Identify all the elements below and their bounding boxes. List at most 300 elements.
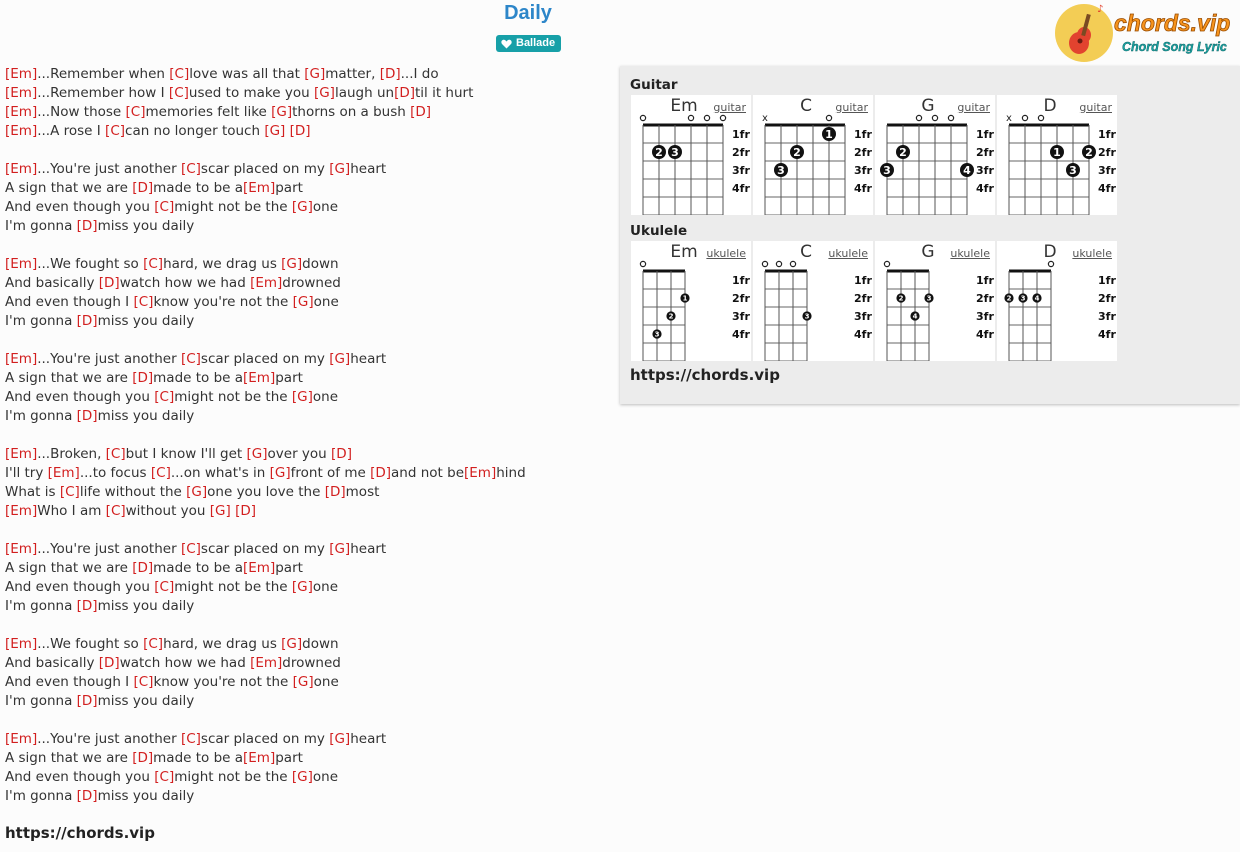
lyric-text: ...You're just another bbox=[37, 731, 181, 747]
lyric-text: used to make you bbox=[188, 85, 314, 101]
lyric-text: made to be a bbox=[153, 180, 244, 196]
lyric-line bbox=[5, 692, 605, 711]
ukulele-link[interactable]: ukulele bbox=[1072, 247, 1112, 260]
chord-link[interactable]: [Em] bbox=[5, 161, 38, 177]
chord-link[interactable]: [G] bbox=[281, 636, 303, 652]
chord-link[interactable]: [G] bbox=[313, 85, 335, 101]
lyric-text: And even though I bbox=[5, 674, 134, 690]
finger-number: 2 bbox=[668, 312, 674, 321]
chord-link[interactable]: [C] bbox=[133, 294, 154, 310]
lyric-text: might not be the bbox=[174, 389, 292, 405]
fret-label: 3fr bbox=[976, 164, 994, 177]
chord-link[interactable]: [G] bbox=[246, 446, 268, 462]
chord-diagram bbox=[997, 95, 1117, 215]
chord-link[interactable]: [G] bbox=[329, 541, 351, 557]
lyric-line bbox=[5, 293, 605, 312]
chord-link[interactable]: [C] bbox=[105, 123, 126, 139]
open-string-marker bbox=[884, 261, 889, 266]
fret-label: 1fr bbox=[732, 128, 750, 141]
finger-number: 3 bbox=[1020, 294, 1026, 303]
lyric-text: part bbox=[275, 370, 303, 386]
fret-label: 3fr bbox=[976, 310, 994, 323]
guitar-chord-row bbox=[631, 95, 1117, 215]
ukulele-section-title: Ukulele bbox=[630, 223, 688, 239]
lyric-text: And even though I bbox=[5, 294, 134, 310]
fret-label: 2fr bbox=[854, 146, 872, 159]
ukulele-link[interactable]: ukulele bbox=[950, 247, 990, 260]
lyric-blank-line bbox=[5, 426, 605, 445]
open-string-marker bbox=[776, 261, 781, 266]
nut bbox=[643, 270, 685, 273]
lyric-line bbox=[5, 540, 605, 559]
chord-link[interactable]: [Em] bbox=[5, 503, 38, 519]
lyric-line bbox=[5, 122, 605, 141]
lyric-line bbox=[5, 559, 605, 578]
lyric-text: one bbox=[312, 389, 338, 405]
lyric-text: ...Remember when bbox=[37, 66, 170, 82]
lyric-text: watch how we had bbox=[119, 655, 251, 671]
logo-subtitle: Chord Song Lyric bbox=[1122, 40, 1227, 54]
fret-label: 2fr bbox=[976, 292, 994, 305]
fret-label: 4fr bbox=[976, 182, 994, 195]
lyric-text: made to be a bbox=[153, 560, 244, 576]
chord-link[interactable]: [C] bbox=[150, 465, 171, 481]
lyric-line bbox=[5, 749, 605, 768]
chord-link[interactable]: [D] bbox=[132, 370, 154, 386]
lyric-text: miss you daily bbox=[97, 693, 195, 709]
lyric-text: most bbox=[345, 484, 380, 500]
chord-link[interactable]: [Em] bbox=[5, 351, 38, 367]
lyric-text: down bbox=[302, 636, 339, 652]
lyric-text: ...Now those bbox=[37, 104, 126, 120]
chord-link[interactable]: [C] bbox=[154, 769, 175, 785]
chord-link[interactable]: [Em] bbox=[5, 85, 38, 101]
lyric-text: might not be the bbox=[174, 579, 292, 595]
lyric-text: matter, bbox=[325, 66, 380, 82]
fret-label: 4fr bbox=[1098, 182, 1116, 195]
chord-link[interactable]: [Em] bbox=[243, 370, 276, 386]
chord-link[interactable]: [D] bbox=[379, 66, 401, 82]
chord-link[interactable]: [C] bbox=[180, 351, 201, 367]
chord-link[interactable]: [D] bbox=[76, 313, 98, 329]
chord-link[interactable]: [C] bbox=[125, 104, 146, 120]
finger-number: 3 bbox=[777, 163, 785, 177]
lyric-line bbox=[5, 84, 605, 103]
lyric-text: part bbox=[275, 560, 303, 576]
lyric-text: over you bbox=[267, 446, 332, 462]
lyric-text: I'm gonna bbox=[5, 598, 77, 614]
open-string-marker bbox=[762, 261, 767, 266]
chord-link[interactable]: [G] bbox=[292, 674, 314, 690]
chord-link[interactable]: [D] bbox=[132, 180, 154, 196]
lyric-text: drowned bbox=[282, 275, 341, 291]
lyric-text: A sign that we are bbox=[5, 370, 133, 386]
chord-link[interactable]: [Em] bbox=[243, 750, 276, 766]
finger-number: 3 bbox=[654, 330, 660, 339]
lyric-line bbox=[5, 198, 605, 217]
chord-link[interactable]: [C] bbox=[180, 161, 201, 177]
lyric-text: made to be a bbox=[153, 370, 244, 386]
lyric-text: hard, we drag us bbox=[163, 636, 282, 652]
lyric-text: ...I do bbox=[400, 66, 439, 82]
chord-link[interactable]: [Em] bbox=[5, 541, 38, 557]
fret-label: 4fr bbox=[854, 328, 872, 341]
guitar-link[interactable]: guitar bbox=[713, 101, 746, 114]
nut bbox=[765, 270, 807, 273]
fret-label: 2fr bbox=[1098, 146, 1116, 159]
lyric-text: love was all that bbox=[189, 66, 305, 82]
chord-link[interactable]: [D] bbox=[98, 275, 120, 291]
chord-link[interactable]: [C] bbox=[168, 85, 189, 101]
lyric-text: part bbox=[275, 750, 303, 766]
lyric-text: heart bbox=[350, 161, 387, 177]
finger-number: 3 bbox=[926, 294, 932, 303]
chord-link[interactable]: [G] bbox=[329, 161, 351, 177]
lyric-text: miss you daily bbox=[97, 218, 195, 234]
ukulele-chord-card bbox=[753, 241, 873, 361]
open-string-marker bbox=[640, 261, 645, 266]
lyric-text: one bbox=[313, 294, 339, 310]
finger-number: 4 bbox=[1034, 294, 1040, 303]
footer-site-link[interactable]: https://chords.vip bbox=[5, 824, 155, 842]
lyric-text: but I know I'll get bbox=[125, 446, 247, 462]
chord-link[interactable]: [D] bbox=[98, 655, 120, 671]
chord-link[interactable]: [C] bbox=[105, 446, 126, 462]
lyric-text: And basically bbox=[5, 655, 99, 671]
chord-diagram bbox=[875, 95, 995, 215]
lyric-text: miss you daily bbox=[97, 313, 195, 329]
lyric-blank-line bbox=[5, 331, 605, 350]
song-title: Daily bbox=[504, 2, 552, 24]
lyric-text: life without the bbox=[79, 484, 187, 500]
lyric-line bbox=[5, 217, 605, 236]
chord-link[interactable]: [Em] bbox=[5, 636, 38, 652]
guitar-chord-card bbox=[997, 95, 1117, 215]
ukulele-chord-card bbox=[631, 241, 751, 361]
fret-label: 3fr bbox=[732, 164, 750, 177]
chord-link[interactable]: [Em] bbox=[5, 104, 38, 120]
site-logo[interactable] bbox=[1054, 4, 1234, 64]
guitar-link[interactable]: guitar bbox=[835, 101, 868, 114]
lyric-line bbox=[5, 673, 605, 692]
lyric-text: part bbox=[275, 180, 303, 196]
chord-link[interactable]: [G] bbox=[264, 123, 286, 139]
lyric-text: miss you daily bbox=[97, 408, 195, 424]
lyric-text: and not be bbox=[391, 465, 464, 481]
lyric-line bbox=[5, 787, 605, 806]
lyric-blank-line bbox=[5, 711, 605, 730]
finger-number: 3 bbox=[1069, 163, 1077, 177]
chord-link[interactable]: [G] bbox=[329, 351, 351, 367]
lyric-text: one bbox=[313, 674, 339, 690]
ukulele-chord-row bbox=[631, 241, 1117, 361]
lyric-text: scar placed on my bbox=[200, 541, 330, 557]
chord-link[interactable]: [C] bbox=[154, 579, 175, 595]
lyric-blank-line bbox=[5, 236, 605, 255]
chord-link[interactable]: [D] bbox=[76, 788, 98, 804]
open-string-marker bbox=[826, 115, 831, 120]
guitar-link[interactable]: guitar bbox=[957, 101, 990, 114]
ukulele-chord-card bbox=[997, 241, 1117, 361]
lyric-text: miss you daily bbox=[97, 598, 195, 614]
nut bbox=[643, 124, 723, 127]
lyric-text: I'll try bbox=[5, 465, 48, 481]
open-string-marker bbox=[1022, 115, 1027, 120]
fret-label: 1fr bbox=[732, 274, 750, 287]
lyric-blank-line bbox=[5, 616, 605, 635]
chord-link[interactable]: [C] bbox=[154, 389, 175, 405]
chord-diagram bbox=[631, 95, 751, 215]
chord-link[interactable]: [Em] bbox=[243, 180, 276, 196]
finger-number: 2 bbox=[899, 145, 907, 159]
lyric-text: ...You're just another bbox=[37, 351, 181, 367]
lyric-text: memories felt like bbox=[145, 104, 272, 120]
chord-name: Em bbox=[670, 242, 698, 262]
chord-link[interactable]: [D] bbox=[76, 408, 98, 424]
chord-link[interactable]: [G] bbox=[281, 256, 303, 272]
muted-string-marker: x bbox=[762, 113, 768, 124]
chord-name: D bbox=[1043, 242, 1057, 262]
lyric-blank-line bbox=[5, 521, 605, 540]
lyric-text: til it hurt bbox=[415, 85, 474, 101]
chord-link[interactable]: [Em] bbox=[5, 446, 38, 462]
finger-number: 2 bbox=[655, 145, 663, 159]
chord-link[interactable]: [C] bbox=[143, 636, 164, 652]
chord-link[interactable]: [C] bbox=[105, 503, 126, 519]
svg-text:♪: ♪ bbox=[1097, 4, 1104, 15]
finger-number: 2 bbox=[898, 294, 904, 303]
chord-link[interactable]: [G] bbox=[269, 465, 291, 481]
fret-label: 2fr bbox=[732, 292, 750, 305]
chord-link[interactable]: [Em] bbox=[5, 66, 38, 82]
lyric-text: ...You're just another bbox=[37, 161, 181, 177]
lyric-text: might not be the bbox=[174, 769, 292, 785]
fret-label: 2fr bbox=[1098, 292, 1116, 305]
lyric-line bbox=[5, 597, 605, 616]
chord-link[interactable]: [C] bbox=[169, 66, 190, 82]
chord-link[interactable]: [G] bbox=[186, 484, 208, 500]
chord-link[interactable]: [G] bbox=[329, 731, 351, 747]
lyric-text: front of me bbox=[290, 465, 371, 481]
fret-label: 1fr bbox=[976, 274, 994, 287]
chord-link[interactable]: [C] bbox=[154, 199, 175, 215]
chord-link[interactable]: [Em] bbox=[250, 655, 283, 671]
lyrics-body bbox=[5, 65, 605, 806]
chord-link[interactable]: [C] bbox=[59, 484, 80, 500]
lyric-text: A sign that we are bbox=[5, 750, 133, 766]
chord-link[interactable]: [Em] bbox=[243, 560, 276, 576]
logo-wordmark: chords.vip bbox=[1114, 10, 1231, 36]
chord-link[interactable]: [D] bbox=[324, 484, 346, 500]
nut bbox=[887, 124, 967, 127]
lyric-line bbox=[5, 388, 605, 407]
lyric-line bbox=[5, 445, 605, 464]
lyric-text: What is bbox=[5, 484, 60, 500]
lyric-text: Who I am bbox=[37, 503, 106, 519]
chord-link[interactable]: [G] bbox=[291, 579, 313, 595]
finger-number: 2 bbox=[1085, 145, 1093, 159]
lyric-line bbox=[5, 160, 605, 179]
lyric-text: know you're not the bbox=[153, 674, 293, 690]
fret-label: 1fr bbox=[854, 128, 872, 141]
lyric-text: can no longer touch bbox=[125, 123, 265, 139]
chord-name: Em bbox=[670, 96, 698, 116]
chord-link[interactable]: [D] bbox=[132, 560, 154, 576]
fret-label: 4fr bbox=[854, 182, 872, 195]
genre-badge[interactable] bbox=[496, 35, 561, 52]
lyric-text: And even though you bbox=[5, 199, 155, 215]
lyric-text: hard, we drag us bbox=[163, 256, 282, 272]
lyric-text: heart bbox=[350, 731, 387, 747]
fret-label: 1fr bbox=[854, 274, 872, 287]
lyric-text: ...Remember how I bbox=[37, 85, 169, 101]
chord-diagram bbox=[875, 241, 995, 361]
chord-link[interactable]: [C] bbox=[180, 541, 201, 557]
lyric-text: I'm gonna bbox=[5, 313, 77, 329]
chord-link[interactable]: [D] bbox=[132, 750, 154, 766]
chord-link[interactable]: [Em] bbox=[464, 465, 497, 481]
lyric-text: And even though you bbox=[5, 769, 155, 785]
chord-link[interactable]: [G] bbox=[271, 104, 293, 120]
ukulele-link[interactable]: ukulele bbox=[706, 247, 746, 260]
lyric-line bbox=[5, 312, 605, 331]
finger-number: 1 bbox=[682, 294, 688, 303]
chord-link[interactable]: [Em] bbox=[47, 465, 80, 481]
fret-label: 4fr bbox=[976, 328, 994, 341]
chord-name: G bbox=[921, 96, 935, 116]
lyric-text: scar placed on my bbox=[200, 161, 330, 177]
lyric-line bbox=[5, 369, 605, 388]
fret-label: 4fr bbox=[732, 182, 750, 195]
chord-name: C bbox=[800, 96, 812, 116]
chord-link[interactable]: [G] bbox=[292, 294, 314, 310]
finger-number: 3 bbox=[883, 163, 891, 177]
chord-link[interactable]: [D] bbox=[289, 123, 311, 139]
lyric-line bbox=[5, 274, 605, 293]
chord-link[interactable]: [D] bbox=[76, 693, 98, 709]
lyric-text: scar placed on my bbox=[200, 731, 330, 747]
guitar-chord-card bbox=[753, 95, 873, 215]
lyric-text: I'm gonna bbox=[5, 693, 77, 709]
fret-label: 1fr bbox=[1098, 274, 1116, 287]
panel-site-link[interactable]: https://chords.vip bbox=[630, 366, 780, 384]
lyric-text: ...We fought so bbox=[37, 636, 144, 652]
chord-link[interactable]: [C] bbox=[180, 731, 201, 747]
chord-link[interactable]: [G] bbox=[291, 199, 313, 215]
chord-link[interactable]: [C] bbox=[133, 674, 154, 690]
lyric-text: And even though you bbox=[5, 579, 155, 595]
guitar-chord-card bbox=[875, 95, 995, 215]
chord-link[interactable]: [D] bbox=[331, 446, 352, 462]
guitar-section-title: Guitar bbox=[630, 77, 678, 93]
chord-link[interactable]: [G] bbox=[304, 66, 326, 82]
chord-name: D bbox=[1043, 96, 1057, 116]
open-string-marker bbox=[720, 115, 725, 120]
lyric-line bbox=[5, 179, 605, 198]
finger-number: 2 bbox=[793, 145, 801, 159]
lyric-text: ...You're just another bbox=[37, 541, 181, 557]
lyric-text: A sign that we are bbox=[5, 180, 133, 196]
lyric-line bbox=[5, 103, 605, 122]
genre-badge-label: Ballade bbox=[516, 37, 556, 49]
fret-label: 3fr bbox=[854, 164, 872, 177]
open-string-marker bbox=[704, 115, 709, 120]
lyric-text: I'm gonna bbox=[5, 788, 77, 804]
lyric-text: ...on what's in bbox=[170, 465, 270, 481]
chord-diagram bbox=[631, 241, 751, 361]
lyric-line bbox=[5, 483, 605, 502]
chord-link[interactable]: [Em] bbox=[5, 123, 38, 139]
lyric-text: one bbox=[312, 579, 338, 595]
chord-link[interactable]: [G] bbox=[209, 503, 231, 519]
chord-link[interactable]: [Em] bbox=[5, 256, 38, 272]
lyric-text: miss you daily bbox=[97, 788, 195, 804]
lyric-line bbox=[5, 654, 605, 673]
chord-link[interactable]: [D] bbox=[370, 465, 392, 481]
lyric-line bbox=[5, 255, 605, 274]
finger-number: 4 bbox=[912, 312, 918, 321]
finger-number: 1 bbox=[1053, 145, 1061, 159]
fret-label: 2fr bbox=[732, 146, 750, 159]
lyric-text: watch how we had bbox=[119, 275, 251, 291]
fret-label: 4fr bbox=[1098, 328, 1116, 341]
lyric-line bbox=[5, 350, 605, 369]
chord-link[interactable]: [G] bbox=[291, 389, 313, 405]
nut bbox=[1009, 124, 1089, 127]
open-string-marker bbox=[916, 115, 921, 120]
open-string-marker bbox=[1038, 115, 1043, 120]
guitar-link[interactable]: guitar bbox=[1079, 101, 1112, 114]
chord-link[interactable]: [D] bbox=[76, 598, 98, 614]
chord-link[interactable]: [G] bbox=[291, 769, 313, 785]
open-string-marker bbox=[640, 115, 645, 120]
chord-link[interactable]: [D] bbox=[235, 503, 257, 519]
fret-label: 1fr bbox=[976, 128, 994, 141]
finger-number: 4 bbox=[963, 163, 971, 177]
lyric-text: ...Broken, bbox=[37, 446, 106, 462]
ukulele-link[interactable]: ukulele bbox=[828, 247, 868, 260]
chord-link[interactable]: [D] bbox=[76, 218, 98, 234]
open-string-marker bbox=[688, 115, 693, 120]
chord-link[interactable]: [D] bbox=[394, 85, 415, 101]
lyric-text: one bbox=[312, 199, 338, 215]
chord-diagram bbox=[997, 241, 1117, 361]
chord-link[interactable]: [D] bbox=[410, 104, 432, 120]
lyric-line bbox=[5, 464, 605, 483]
chord-diagram bbox=[753, 241, 873, 361]
lyric-text: one you love the bbox=[207, 484, 325, 500]
lyric-text: thorns on a bush bbox=[292, 104, 411, 120]
lyric-text: drowned bbox=[282, 655, 341, 671]
lyric-line bbox=[5, 407, 605, 426]
lyric-text: I'm gonna bbox=[5, 408, 77, 424]
guitar-chord-card bbox=[631, 95, 751, 215]
finger-number: 1 bbox=[825, 127, 833, 141]
lyric-text: know you're not the bbox=[153, 294, 293, 310]
nut bbox=[765, 124, 845, 127]
open-string-marker bbox=[932, 115, 937, 120]
lyric-blank-line bbox=[5, 141, 605, 160]
chord-diagram bbox=[753, 95, 873, 215]
chord-link[interactable]: [Em] bbox=[5, 731, 38, 747]
lyric-line bbox=[5, 65, 605, 84]
lyric-text: one bbox=[312, 769, 338, 785]
nut bbox=[887, 270, 929, 273]
fret-label: 1fr bbox=[1098, 128, 1116, 141]
heart-icon bbox=[501, 39, 512, 49]
chord-link[interactable]: [Em] bbox=[250, 275, 283, 291]
chord-link[interactable]: [C] bbox=[143, 256, 164, 272]
